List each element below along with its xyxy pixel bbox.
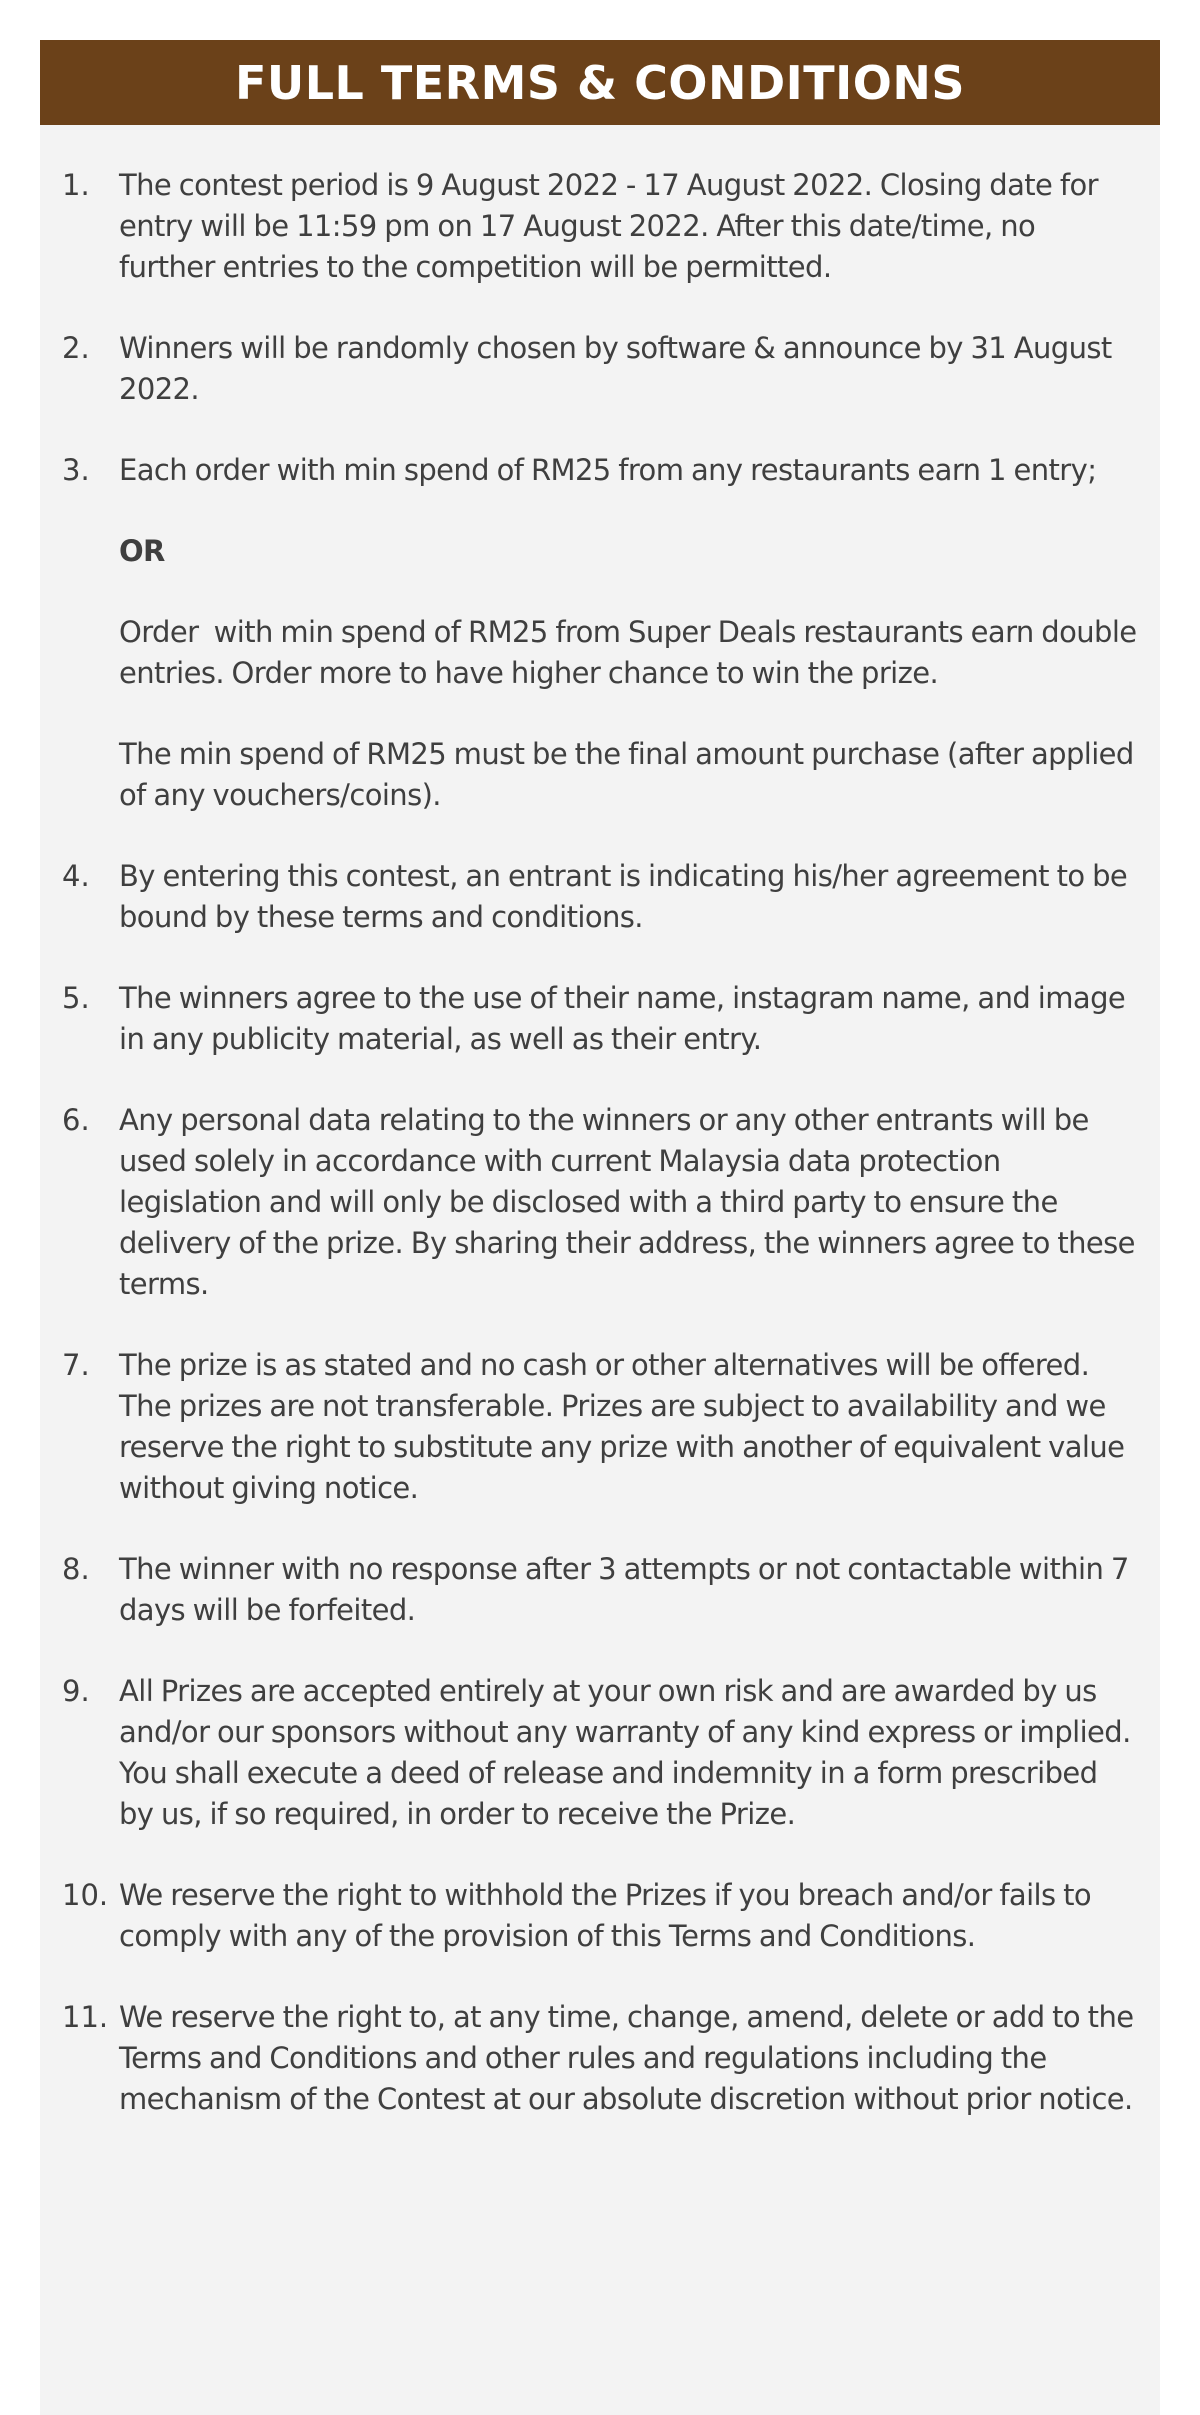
term-item-3: [40, 450, 1160, 816]
term-number: 5.: [62, 981, 90, 1015]
term-text: By entering this contest, an entrant is indicating his/her agreement to be bound by these terms and conditions.: [119, 859, 1135, 934]
term-number: 4.: [62, 859, 90, 893]
term-text: Any personal data relating to the winners or any other entrants will be used solely in accordance with current Malaysia data protection legislation and will only be disclosed with a third party to ensure the delivery of the prize. By sharing their address, the winners agree to these terms.: [119, 1103, 1143, 1301]
term-body: [119, 1549, 1137, 1631]
term-body: [119, 1345, 1137, 1509]
term-item-8: [40, 1549, 1160, 1631]
term-number: 2.: [62, 331, 90, 365]
term-number: 3.: [62, 453, 90, 487]
term-number: 10.: [62, 1878, 109, 1912]
term-body: [119, 165, 1137, 288]
term-text: We reserve the right to withhold the Prizes if you breach and/or fails to comply with any of the provision of this Terms and Conditions.: [119, 1878, 1099, 1953]
term-text: Winners will be randomly chosen by software & announce by 31 August 2022.: [119, 331, 1120, 406]
term-item-5: [40, 978, 1160, 1060]
term-body: [119, 1100, 1143, 1305]
term-text: The winner with no response after 3 attempts or not contactable within 7 days will be forfeited.: [119, 1552, 1137, 1627]
term-text: The prize is as stated and no cash or other alternatives will be offered. The prizes are not transferable. Prizes are subject to availability and we reserve the right to substitute any prize with another of equivalent value without giving notice.: [119, 1348, 1133, 1505]
term-number: 7.: [62, 1348, 90, 1382]
term-text: The min spend of RM25 must be the final amount purchase (after applied of any vouchers/coins).: [119, 737, 1142, 812]
term-text: We reserve the right to, at any time, change, amend, delete or add to the Terms and Conditions and other rules and regulations including the mechanism of the Contest at our absolute discretion without prior notice.: [119, 2000, 1142, 2116]
term-item-2: [40, 328, 1160, 410]
term-body: [119, 450, 1145, 816]
term-body: [119, 1671, 1137, 1835]
terms-list: [40, 165, 1160, 2160]
term-item-1: [40, 165, 1160, 288]
term-item-6: [40, 1100, 1160, 1305]
term-body: [119, 328, 1137, 410]
term-body: [119, 1875, 1137, 1957]
term-number: 8.: [62, 1552, 90, 1586]
term-number: 9.: [62, 1674, 90, 1708]
term-text: All Prizes are accepted entirely at your own risk and are awarded by us and/or our sponsors without any warranty of any kind express or implied. You shall execute a deed of release and indemnity in a form prescribed by us, if so required, in order to receive the Prize.: [119, 1674, 1139, 1831]
term-body: [119, 1997, 1142, 2120]
term-item-9: [40, 1671, 1160, 1835]
term-item-7: [40, 1345, 1160, 1509]
term-body: [119, 978, 1137, 1060]
term-text: The contest period is 9 August 2022 - 17 August 2022. Closing date for entry will be 11:59 pm on 17 August 2022. After this date/time, no further entries to the competition will be permitted.: [119, 168, 1106, 284]
terms-panel: [40, 40, 1160, 2415]
term-body: [119, 856, 1137, 938]
term-item-4: [40, 856, 1160, 938]
term-number: 6.: [62, 1103, 90, 1137]
term-text: The winners agree to the use of their name, instagram name, and image in any publicity material, as well as their entry.: [119, 981, 1133, 1056]
term-text: Order with min spend of RM25 from Super Deals restaurants earn double entries. Order more to have higher chance to win the prize.: [119, 615, 1145, 690]
term-number: 11.: [62, 2000, 109, 2034]
page-title: FULL TERMS & CONDITIONS: [234, 55, 966, 110]
term-or-separator: OR: [119, 534, 165, 568]
term-item-10: [40, 1875, 1160, 1957]
title-banner: [40, 40, 1160, 125]
term-text: Each order with min spend of RM25 from any restaurants earn 1 entry;: [119, 453, 1097, 487]
term-number: 1.: [62, 168, 90, 202]
term-item-11: [40, 1997, 1160, 2120]
